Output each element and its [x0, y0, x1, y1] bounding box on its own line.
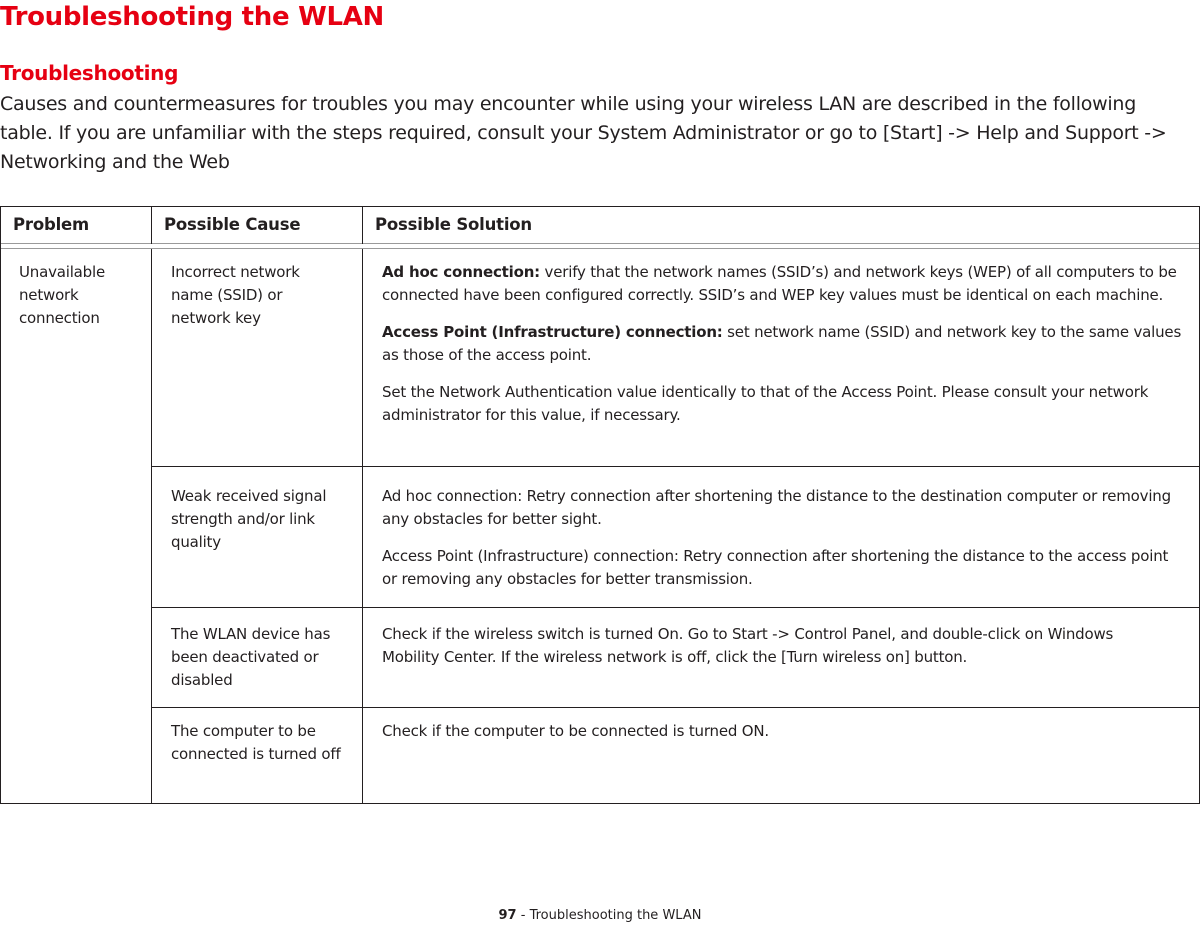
solution-paragraph — [382, 321, 1182, 367]
header-possible-cause: Possible Cause — [164, 215, 301, 234]
row-divider — [151, 466, 1199, 467]
solution-text: Check if the computer to be connected is turned ON. — [382, 722, 769, 740]
solution-text: verify that the network names (SSID’s) and network keys (WEP) of all computers to be connected have been configured correctly. SSID’s and WEP key values must be identical on each machine. — [382, 263, 1177, 304]
cause-cell: The computer to be connected is turned off — [171, 722, 341, 763]
header-column-divider — [362, 207, 363, 244]
solution-cell — [382, 261, 1182, 441]
intro-paragraph: Causes and countermeasures for troubles you may encounter while using your wireless LAN are described in the following table. If you are unfamiliar with the steps required, consult your System Administrator or go to [Start] -> Help and Support -> Networking and the Web — [0, 93, 1167, 173]
column-divider — [151, 249, 152, 803]
solution-cell — [382, 720, 1182, 757]
header-column-divider — [151, 207, 152, 244]
solution-paragraph — [382, 720, 1182, 743]
page-number: 97 — [498, 908, 517, 923]
solution-paragraph — [382, 623, 1172, 669]
cause-cell: The WLAN device has been deactivated or disabled — [171, 625, 331, 689]
solution-paragraph — [382, 485, 1182, 531]
solution-lead: Ad hoc connection: — [382, 263, 540, 281]
footer-separator: - — [516, 908, 530, 923]
footer-label: Troubleshooting the WLAN — [529, 908, 702, 923]
row-divider — [151, 607, 1199, 608]
header-problem: Problem — [13, 215, 90, 234]
cause-cell: Weak received signal strength and/or link quality — [171, 487, 327, 551]
solution-paragraph — [382, 381, 1182, 427]
row-divider — [151, 707, 1199, 708]
solution-text: Check if the wireless switch is turned On. Go to Start -> Control Panel, and double-click on Windows Mobility Center. If the wireless network is off, click the [Turn wireless on] button. — [382, 625, 1114, 666]
header-divider-top — [1, 243, 1199, 244]
solution-lead: Access Point (Infrastructure) connection: — [382, 323, 723, 341]
page-title: Troubleshooting the WLAN — [0, 2, 385, 32]
page-footer — [0, 907, 1200, 925]
section-heading: Troubleshooting — [0, 61, 179, 85]
table-header-row — [1, 207, 1199, 244]
solution-text: Ad hoc connection: Retry connection after shortening the distance to the destination computer or removing any obstacles for better sight. — [382, 487, 1171, 528]
solution-cell — [382, 485, 1182, 605]
problem-cell: Unavailable network connection — [19, 263, 105, 327]
header-possible-solution: Possible Solution — [375, 215, 532, 234]
solution-text: set network name (SSID) and network key to the same values as those of the access point. — [382, 323, 1182, 364]
cause-cell: Incorrect network name (SSID) or network key — [171, 263, 300, 327]
solution-text: Set the Network Authentication value identically to that of the Access Point. Please consult your network administrator for this value, if necessary. — [382, 383, 1149, 424]
header-divider-bottom — [1, 248, 1199, 249]
solution-text: Access Point (Infrastructure) connection: Retry connection after shortening the distance to the access point or removing any obstacles for better transmission. — [382, 547, 1169, 588]
column-divider — [362, 249, 363, 803]
solution-cell — [382, 623, 1172, 683]
solution-paragraph — [382, 545, 1182, 591]
troubleshooting-table — [0, 206, 1200, 804]
solution-paragraph — [382, 261, 1182, 307]
